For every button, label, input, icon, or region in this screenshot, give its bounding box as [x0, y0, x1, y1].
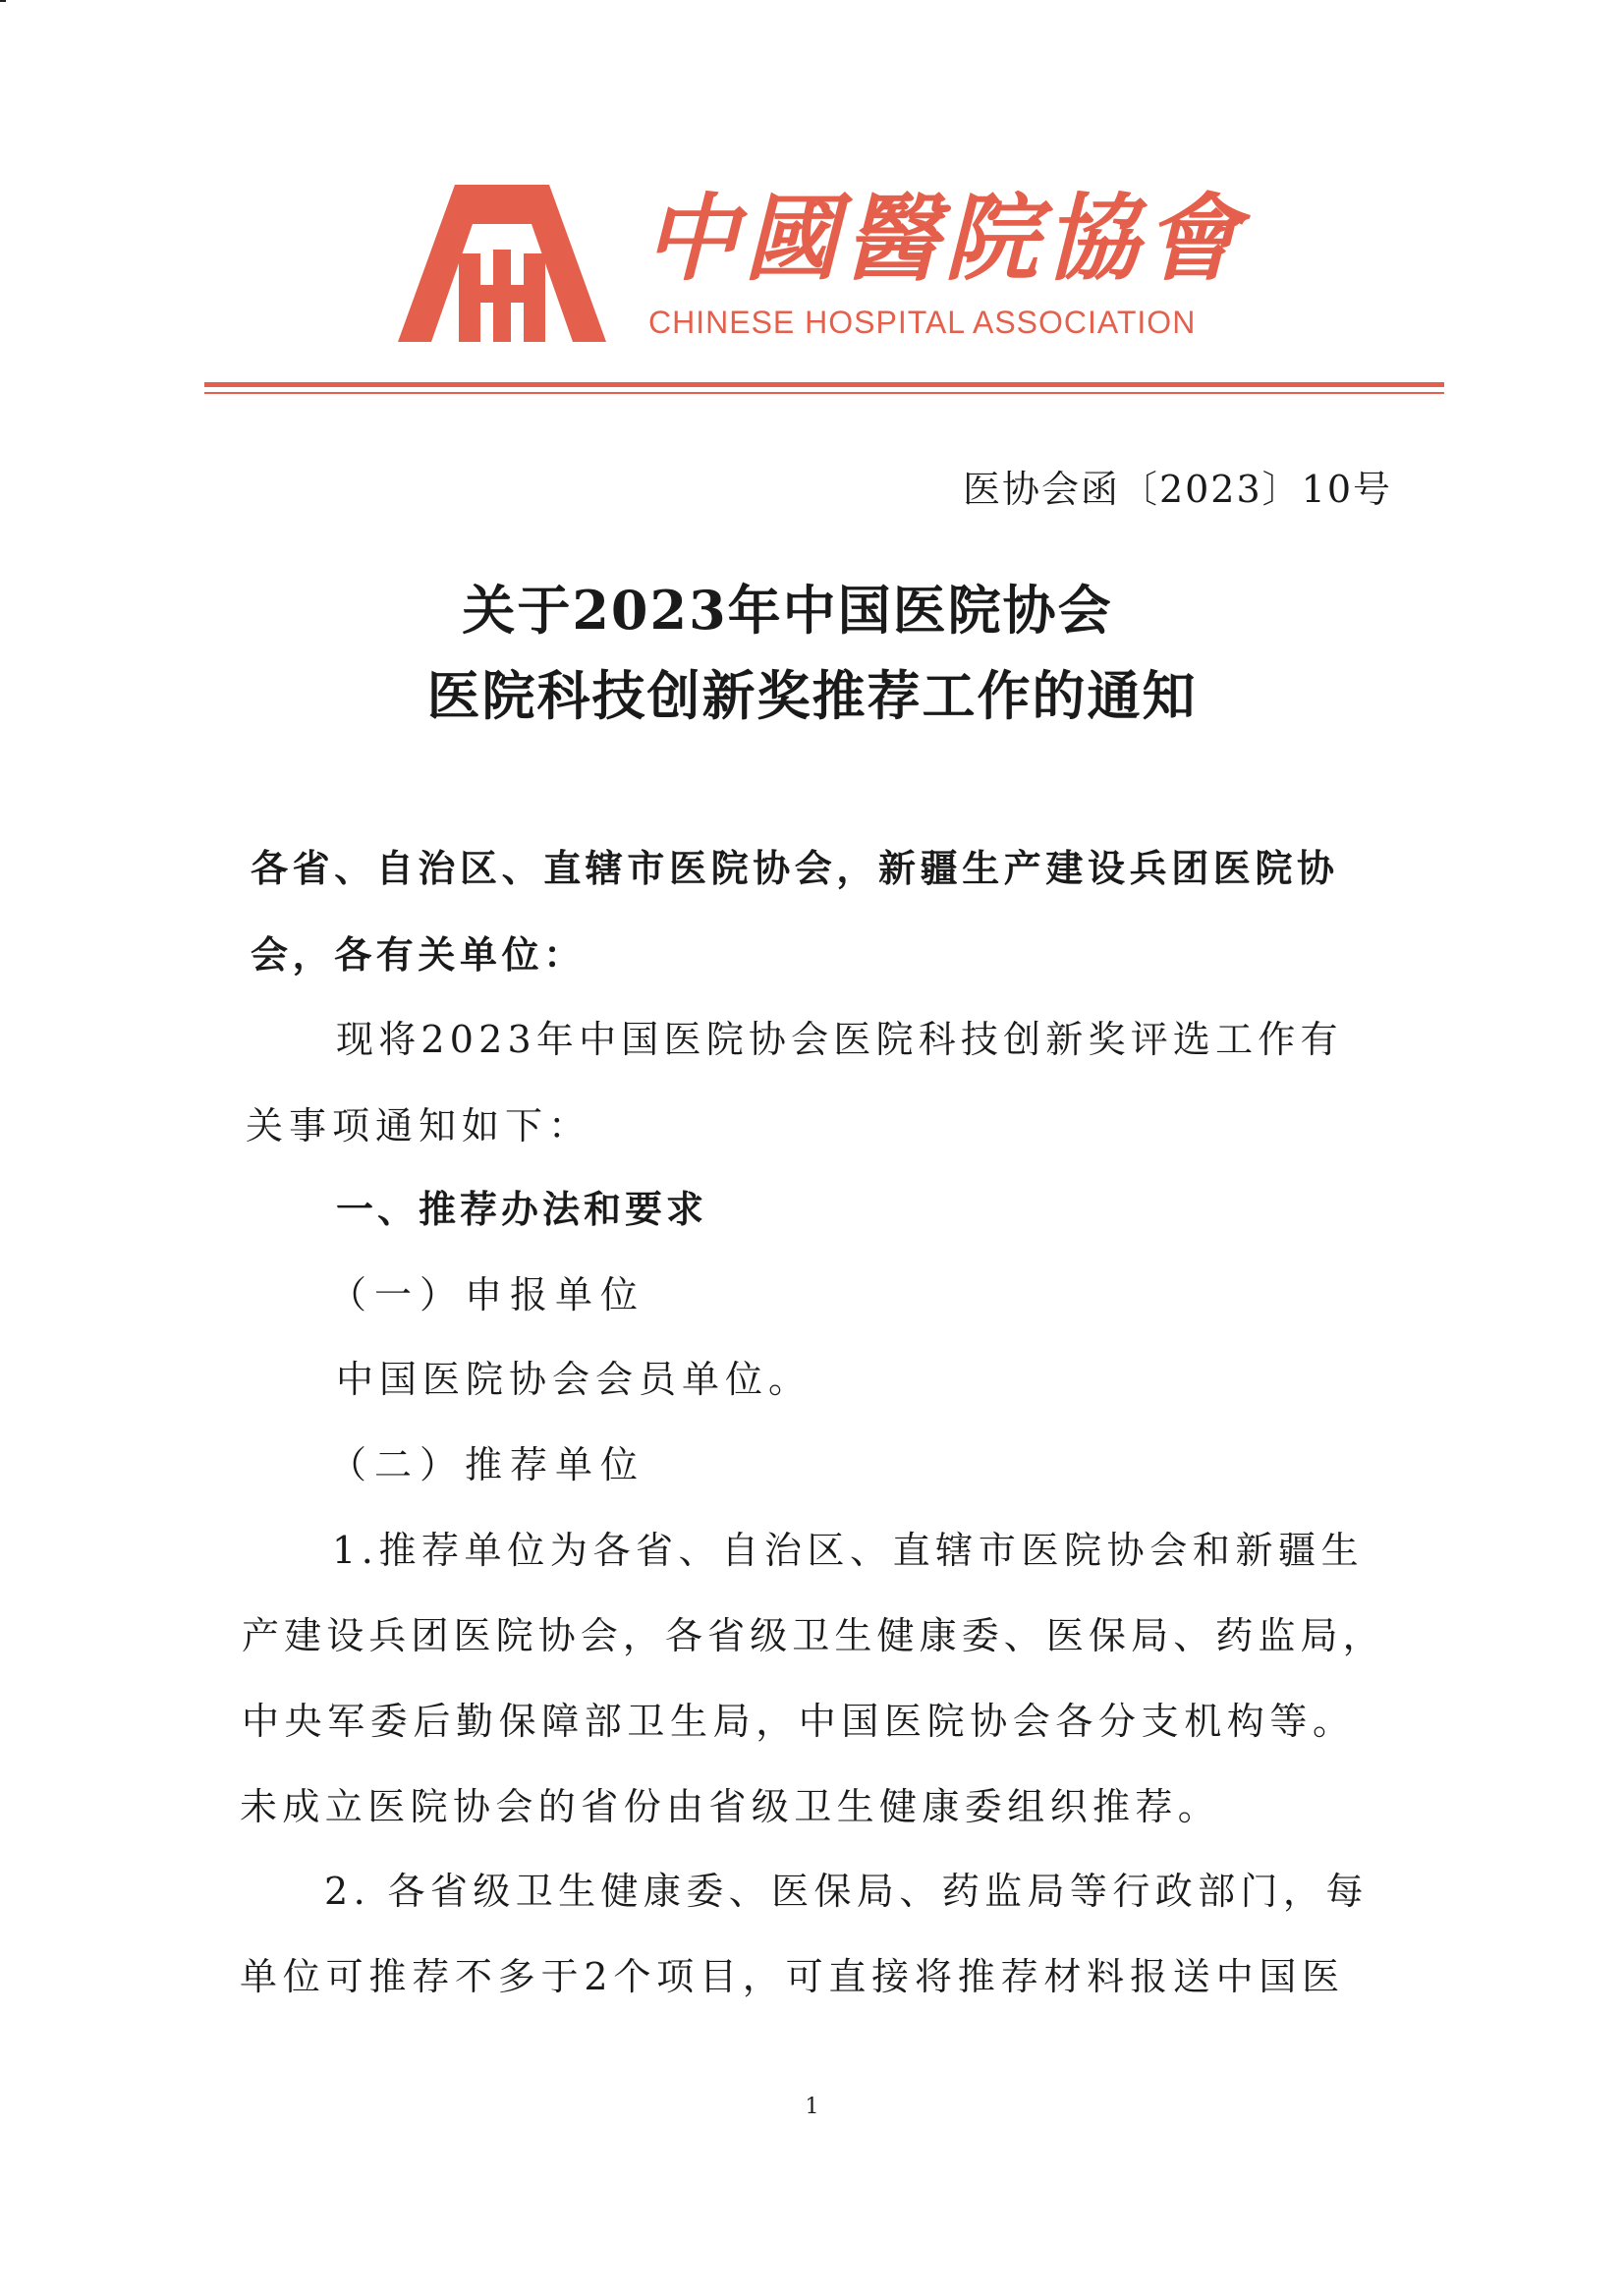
- section-heading: 一、推荐办法和要求: [336, 1188, 708, 1231]
- item-2-line-1: 2. 各省级卫生健康委、医保局、药监局等行政部门，每: [324, 1870, 1369, 1913]
- org-name-chinese: 中國醫院協會: [644, 183, 1245, 294]
- item-1-line-3: 中央军委后勤保障部卫生局，中国医院协会各分支机构等。: [242, 1700, 1356, 1743]
- document-number: 医协会函〔2023〕10号: [962, 468, 1392, 511]
- subsection-heading-1: （一）申报单位: [329, 1273, 646, 1316]
- subsection-body-1: 中国医院协会会员单位。: [336, 1358, 812, 1401]
- intro-line-2: 关事项通知如下：: [246, 1104, 592, 1148]
- hospital-association-logo-icon: [398, 185, 606, 342]
- salutation-line-2: 会，各有关单位：: [251, 933, 586, 977]
- letterhead-rule-thin: [204, 392, 1444, 394]
- salutation-line-1: 各省、自治区、直辖市医院协会，新疆生产建设兵团医院协: [251, 847, 1339, 890]
- intro-line-1: 现将2023年中国医院协会医院科技创新奖评选工作有: [336, 1018, 1343, 1061]
- letterhead: [398, 183, 1245, 352]
- document-title-line-1: 关于2023年中国医院协会: [462, 579, 1113, 642]
- item-2-line-2: 单位可推荐不多于2个项目，可直接将推荐材料报送中国医: [240, 1955, 1345, 1998]
- scan-artifact: [0, 0, 6, 2]
- item-1-line-4: 未成立医院协会的省份由省级卫生健康委组织推荐。: [240, 1785, 1221, 1828]
- page-number: 1: [805, 2095, 819, 2119]
- letterhead-rule-thick: [204, 382, 1444, 387]
- org-name-english: CHINESE HOSPITAL ASSOCIATION: [648, 305, 1197, 340]
- document-title-line-2: 医院科技创新奖推荐工作的通知: [426, 664, 1198, 727]
- item-1-line-2: 产建设兵团医院协会，各省级卫生健康委、医保局、药监局，: [242, 1614, 1385, 1657]
- item-1-line-1: 1.推荐单位为各省、自治区、直辖市医院协会和新疆生: [332, 1529, 1365, 1572]
- subsection-heading-2: （二）推荐单位: [329, 1443, 646, 1486]
